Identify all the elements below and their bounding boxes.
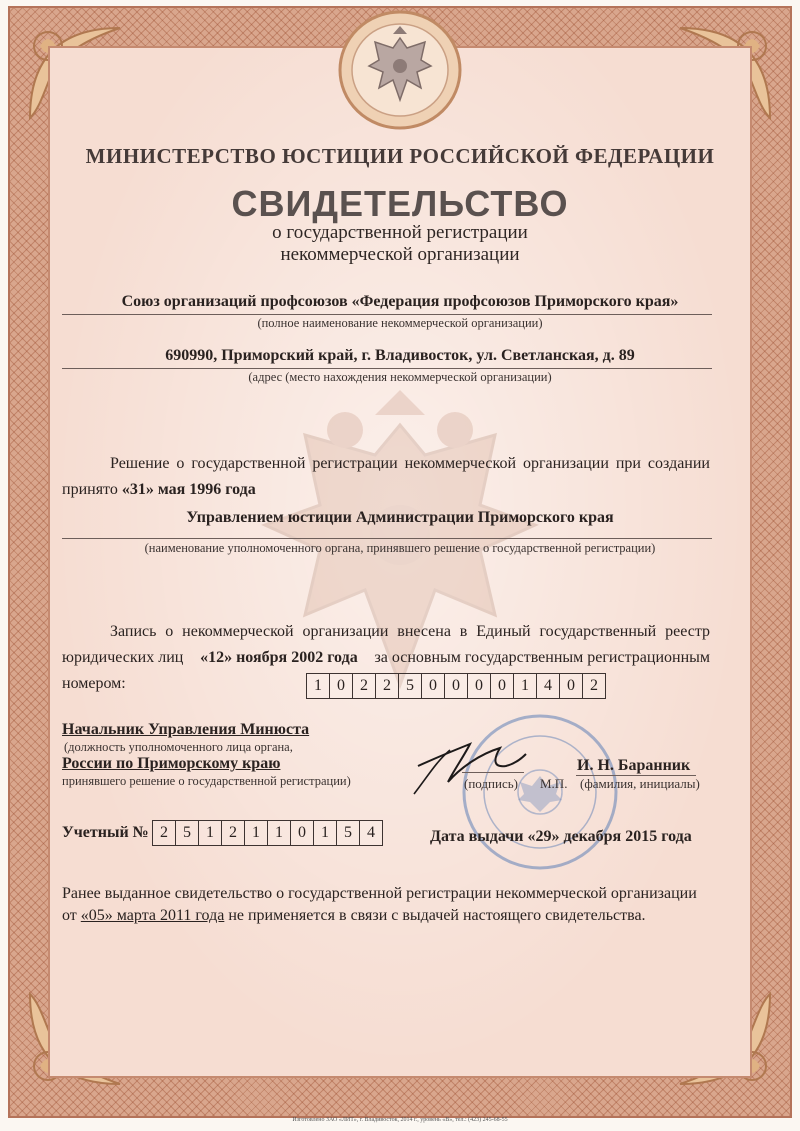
account-digit-cell: 1 (198, 820, 222, 846)
account-number (152, 820, 382, 846)
registry-line2-suffix: за основным государственным регистрационным (374, 649, 710, 666)
document-subtitle-line2: некоммерческой организации (280, 244, 520, 265)
signatory-name-caption: (фамилия, инициалы) (580, 776, 700, 791)
previous-certificate-prefix: от (62, 907, 77, 924)
account-number-label: Учетный № (62, 824, 149, 841)
divider (62, 368, 712, 369)
ogrn-digit-cell: 2 (582, 673, 606, 699)
signatory-name: И. Н. Баранник (577, 757, 691, 774)
account-digit-cell: 5 (336, 820, 360, 846)
ogrn-digit-cell: 0 (329, 673, 353, 699)
signatory-position-line2: России по Приморскому краю (62, 755, 281, 772)
decision-accepted-prefix: принято (62, 481, 118, 498)
double-headed-eagle-emblem-icon (335, 8, 465, 133)
ogrn-digit-cell: 4 (536, 673, 560, 699)
organization-name: Союз организаций профсоюзов «Федерация профсоюзов Приморского края» (121, 293, 679, 310)
previous-certificate-line2 (62, 904, 646, 928)
account-digit-cell: 1 (267, 820, 291, 846)
account-digit-cell: 5 (175, 820, 199, 846)
ogrn-number (306, 673, 605, 699)
ogrn-digit-cell: 0 (490, 673, 514, 699)
registry-line2-prefix: юридических лиц (62, 649, 184, 666)
issue-date: Дата выдачи «29» декабря 2015 года (430, 828, 692, 845)
previous-certificate-date: «05» марта 2011 года (80, 907, 225, 924)
divider (62, 314, 712, 315)
ogrn-digit-cell: 2 (352, 673, 376, 699)
ogrn-digit-cell: 0 (467, 673, 491, 699)
ogrn-digit-cell: 0 (559, 673, 583, 699)
previous-certificate-suffix: не применяется в связи с выдачей настоящего свидетельства. (228, 907, 646, 924)
ogrn-digit-cell: 1 (306, 673, 330, 699)
account-digit-cell: 4 (359, 820, 383, 846)
organization-address-caption: (адрес (место нахождения некоммерческой организации) (248, 370, 552, 384)
account-digit-cell: 2 (152, 820, 176, 846)
previous-certificate-line1: Ранее выданное свидетельство о государственной регистрации некоммерческой организации (62, 885, 697, 902)
seal-caption: М.П. (540, 776, 568, 791)
signature-caption: (подпись) (464, 776, 518, 791)
registry-number-label: номером: (62, 675, 126, 692)
printer-imprint: Изготовлено ЗАО «ЛИТ», г. Владивосток, 2014 г., уровень «В», тел.: (423) 245-68-55 (292, 1117, 508, 1123)
ministry-heading: МИНИСТЕРСТВО ЮСТИЦИИ РОССИЙСКОЙ ФЕДЕРАЦИИ (85, 144, 715, 168)
ogrn-digit-cell: 0 (444, 673, 468, 699)
account-digit-cell: 2 (221, 820, 245, 846)
account-digit-cell: 0 (290, 820, 314, 846)
divider (62, 538, 712, 539)
account-digit-cell: 1 (313, 820, 337, 846)
organization-name-caption: (полное наименование некоммерческой организации) (257, 316, 543, 330)
ogrn-digit-cell: 2 (375, 673, 399, 699)
signature-line (462, 772, 524, 773)
registry-line2 (62, 646, 710, 670)
decision-authority-caption: (наименование уполномоченного органа, принявшего решение о государственной регистрации) (144, 541, 656, 555)
signatory-position-caption1: (должность уполномоченного лица органа, (64, 740, 293, 754)
registry-date: «12» ноября 2002 года (200, 649, 358, 666)
account-digit-cell: 1 (244, 820, 268, 846)
decision-accepted-line (62, 478, 256, 502)
signatory-position-caption2: принявшего решение о государственной регистрации) (62, 774, 351, 788)
decision-authority: Управлением юстиции Администрации Приморского края (186, 509, 614, 526)
ogrn-digit-cell: 5 (398, 673, 422, 699)
document-title: СВИДЕТЕЛЬСТВО (231, 183, 569, 224)
registry-text: Запись о некоммерческой организации внесена в Единый государственный реестр (110, 623, 710, 640)
organization-address: 690990, Приморский край, г. Владивосток, ул. Светланская, д. 89 (165, 347, 635, 364)
document-subtitle-line1: о государственной регистрации (272, 222, 528, 243)
decision-accepted-date: «31» мая 1996 года (121, 481, 256, 498)
decision-text: Решение о государственной регистрации некоммерческой организации при создании (110, 455, 710, 472)
signatory-position-line1: Начальник Управления Минюста (62, 721, 310, 738)
ogrn-digit-cell: 0 (421, 673, 445, 699)
ogrn-digit-cell: 1 (513, 673, 537, 699)
